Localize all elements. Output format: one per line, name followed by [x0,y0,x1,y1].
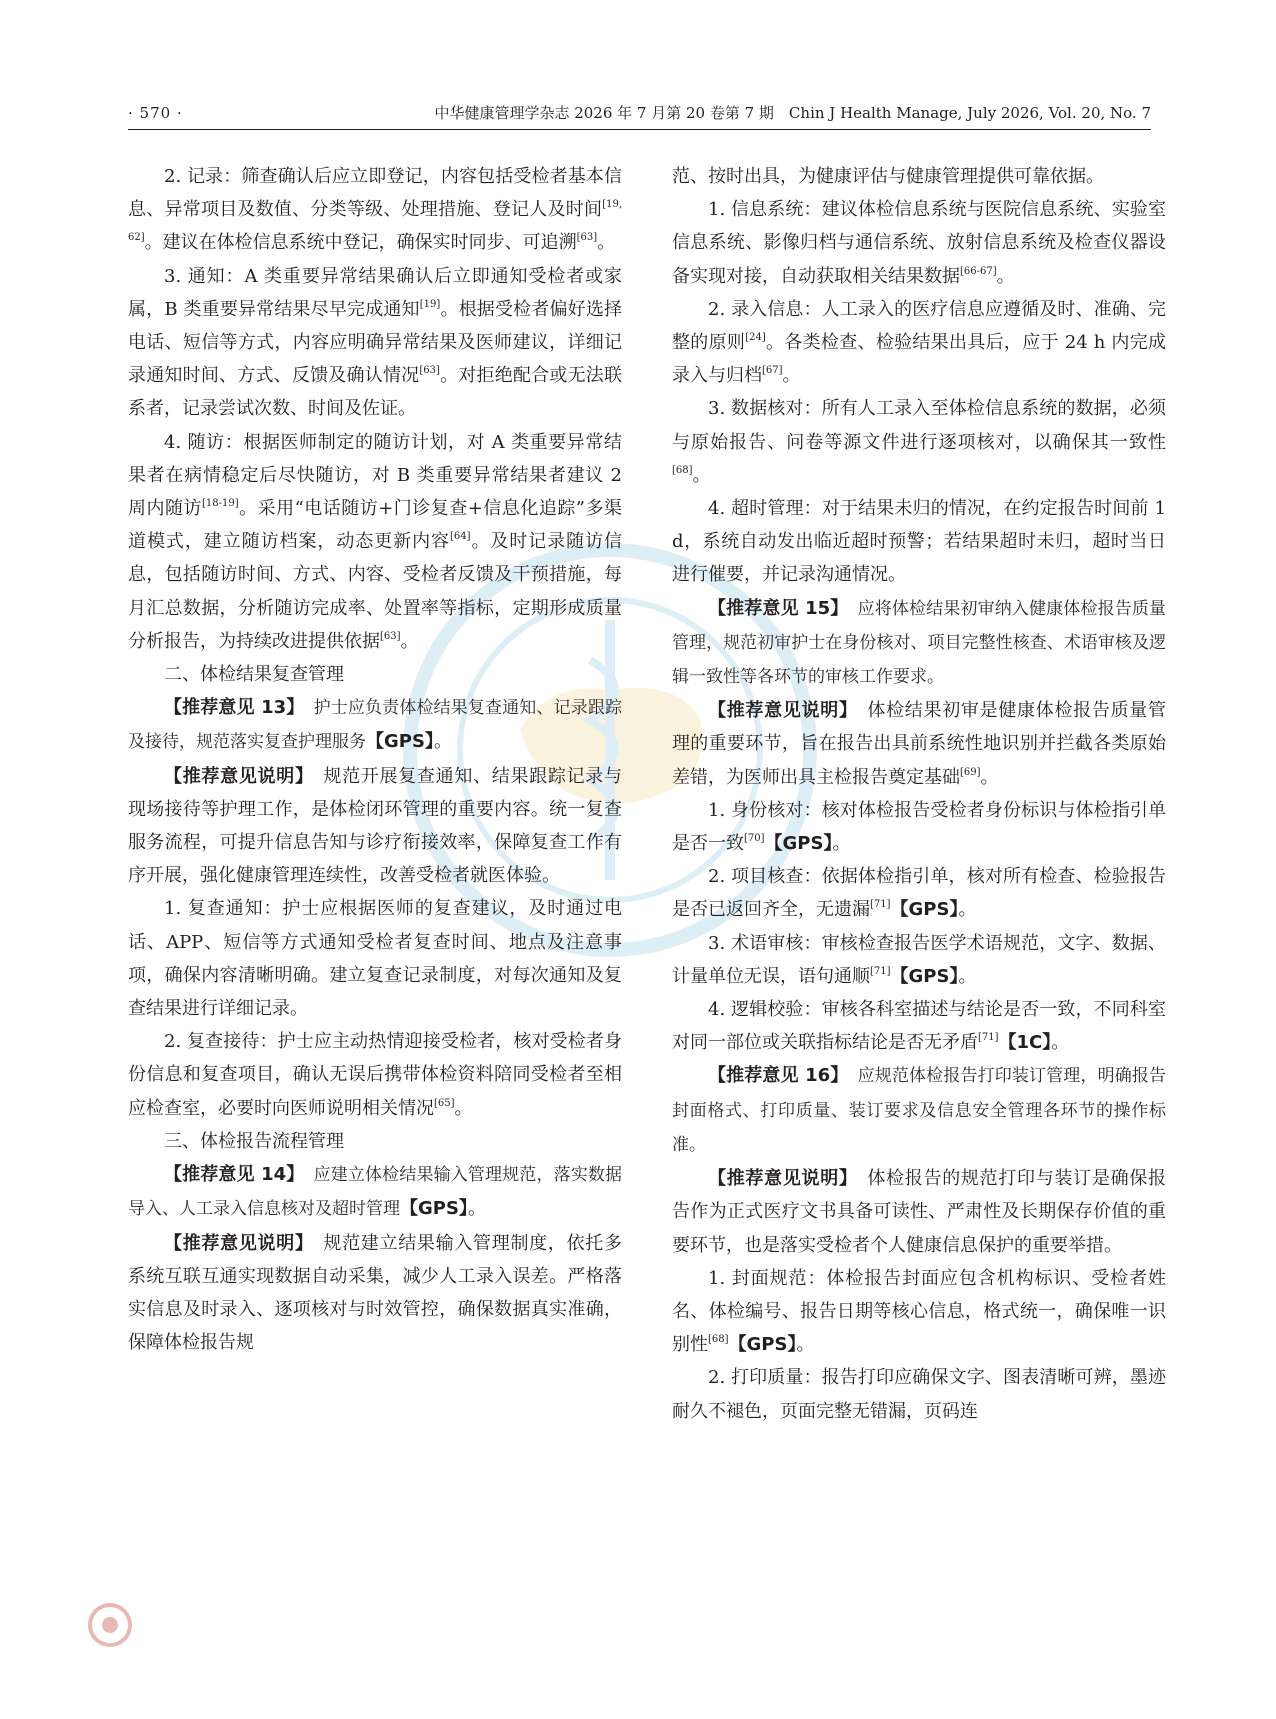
paragraph-recheck-notice: 1. 复查通知：护士应根据医师的复查建议，及时通过电话、APP、短信等方式通知受检者复查时间、地点及注意事项，确保内容清晰明确。建立复查记录制度，对每次通知及复查结果进行详细记录。 [128,898,622,1020]
paragraph-cover-spec: 1. 封面规范：体检报告封面应包含机构标识、受检者姓名、体检编号、报告日期等核心信息，格式统一，确保唯一识别性[68]【GPS】。 [672,1267,1166,1356]
recommendation-14-explanation: 【推荐意见说明】 规范建立结果输入管理制度，依托多系统互联互通实现数据自动采集，减少人工录入误差。严格落实信息及时录入、逐项核对与时效管控，确保数据真实准确，保障体检报告规 [128,1232,623,1354]
paragraph-follow-up: 4. 随访：根据医师制定的随访计划，对 A 类重要异常结果者在病情稳定后尽快随访，对 B 类重要异常结果者建议 2 周内随访[18-19]。采用“电话随访+门诊复查+信息化追踪”多渠道模式，建立随访档案，动态更新内容[64]。及时记录随访信息，包括随访时间、方式、内容、受检者反馈及干预措施，每月汇总数据，分析随访完成率、处置率等指标，定期形成质量分析报告，为持续改进提供依据[63]。 [128,431,623,652]
section-heading-recheck: 二、体检结果复查管理 [164,664,344,686]
recommendation-14: 【推荐意见 14】 应建立体检结果输入管理规范，落实数据导入、人工录入信息核对及超时管理【GPS】。 [128,1164,623,1220]
paragraph-continuation: 范、按时出具，为健康评估与健康管理提供可靠依据。 [672,166,1104,187]
recommendation-13-explanation: 【推荐意见说明】 规范开展复查通知、结果跟踪记录与现场接待等护理工作，是体检闭环管理的重要内容。统一复查服务流程，可提升信息告知与诊疗衔接效率，保障复查工作有序开展，强化健康管理连续性，改善受检者就医体验。 [128,765,623,887]
paragraph-timeout: 4. 超时管理：对于结果未归的情况，在约定报告时间前 1 d，系统自动发出临近超时预警；若结果超时未归，超时当日进行催要，并记录沟通情况。 [672,498,1166,586]
page-number: · 570 · [128,104,183,122]
recommendation-15: 【推荐意见 15】 应将体检结果初审纳入健康体检报告质量管理，规范初审护士在身份核对、项目完整性核查、术语审核及逻辑一致性等各环节的审核工作要求。 [672,597,1167,688]
left-column [128,160,622,1359]
paragraph-recheck-reception: 2. 复查接待：护士应主动热情迎接受检者，核对受检者身份信息和复查项目，确认无误后携带体检资料陪同受检者至相应检查室，必要时向医师说明相关情况[65]。 [128,1031,622,1119]
recommendation-16: 【推荐意见 16】 应规范体检报告打印装订管理，明确报告封面格式、打印质量、装订要求及信息安全管理各环节的操作标准。 [672,1065,1167,1155]
paragraph-identity-check: 1. 身份核对：核对体检报告受检者身份标识与体检指引单是否一致[70]【GPS】。 [672,799,1166,855]
section-heading-report-process: 三、体检报告流程管理 [164,1130,344,1152]
paragraph-data-check: 3. 数据核对：所有人工录入至体检信息系统的数据，必须与原始报告、问卷等源文件进行逐项核对，以确保其一致性[68]。 [672,398,1166,486]
paragraph-record: 2. 记录：筛查确认后应立即登记，内容包括受检者基本信息、异常项目及数值、分类等级、处理措施、登记人及时间[19, 62]。建议在体检信息系统中登记，确保实时同步、可追溯[63]。 [128,166,622,254]
journal-citation: 中华健康管理学杂志 2026 年 7 月第 20 卷第 7 期 Chin J Health Manage, July 2026, Vol. 20, No. 7 [434,104,1151,122]
paragraph-term-review: 3. 术语审核：审核检查报告医学术语规范，文字、数据、计量单位无误，语句通顺[71]【GPS】。 [672,932,1166,987]
paragraph-info-system: 1. 信息系统：建议体检信息系统与医院信息系统、实验室信息系统、影像归档与通信系统、放射信息系统及检查仪器设备实现对接，自动获取相关结果数据[66-67]。 [672,199,1166,287]
recommendation-13: 【推荐意见 13】 护士应负责体检结果复查通知、记录跟踪及接待，规范落实复查护理服务【GPS】。 [128,697,623,753]
recommendation-15-explanation: 【推荐意见说明】 体检结果初审是健康体检报告质量管理的重要环节，旨在报告出具前系统性地识别并拦截各类原始差错，为医师出具主检报告奠定基础[69]。 [672,700,1167,788]
paragraph-print-quality: 2. 打印质量：报告打印应确保文字、图表清晰可辨，墨迹耐久不褪色，页面完整无错漏，页码连 [672,1367,1166,1422]
publishing-house-logo-icon [85,1600,135,1650]
paragraph-logic-check: 4. 逻辑校验：审核各科室描述与结论是否一致，不同科室对同一部位或关联指标结论是否无矛盾[71]【1C】。 [672,999,1166,1054]
publisher-watermark [85,1600,555,1650]
paragraph-entry: 2. 录入信息：人工录入的医疗信息应遵循及时、准确、完整的原则[24]。各类检查、检验结果出具后，应于 24 h 内完成录入与归档[67]。 [672,298,1166,387]
running-header [128,103,1151,130]
right-column [672,160,1166,1428]
paragraph-item-check: 2. 项目核查：依据体检指引单，核对所有检查、检验报告是否已返回齐全，无遗漏[71]【GPS】。 [672,866,1166,921]
recommendation-16-explanation: 【推荐意见说明】 体检报告的规范打印与装订是确保报告作为正式医疗文书具备可读性、严肃性及长期保存价值的重要环节，也是落实受检者个人健康信息保护的重要举措。 [672,1168,1167,1256]
paragraph-notification: 3. 通知：A 类重要异常结果确认后立即通知受检者或家属，B 类重要异常结果尽早完成通知[19]。根据受检者偏好选择电话、短信等方式，内容应明确异常结果及医师建议，详细记录通知时间、方式、反馈及确认情况[63]。对拒绝配合或无法联系者，记录尝试次数、时间及佐证。 [128,265,623,420]
